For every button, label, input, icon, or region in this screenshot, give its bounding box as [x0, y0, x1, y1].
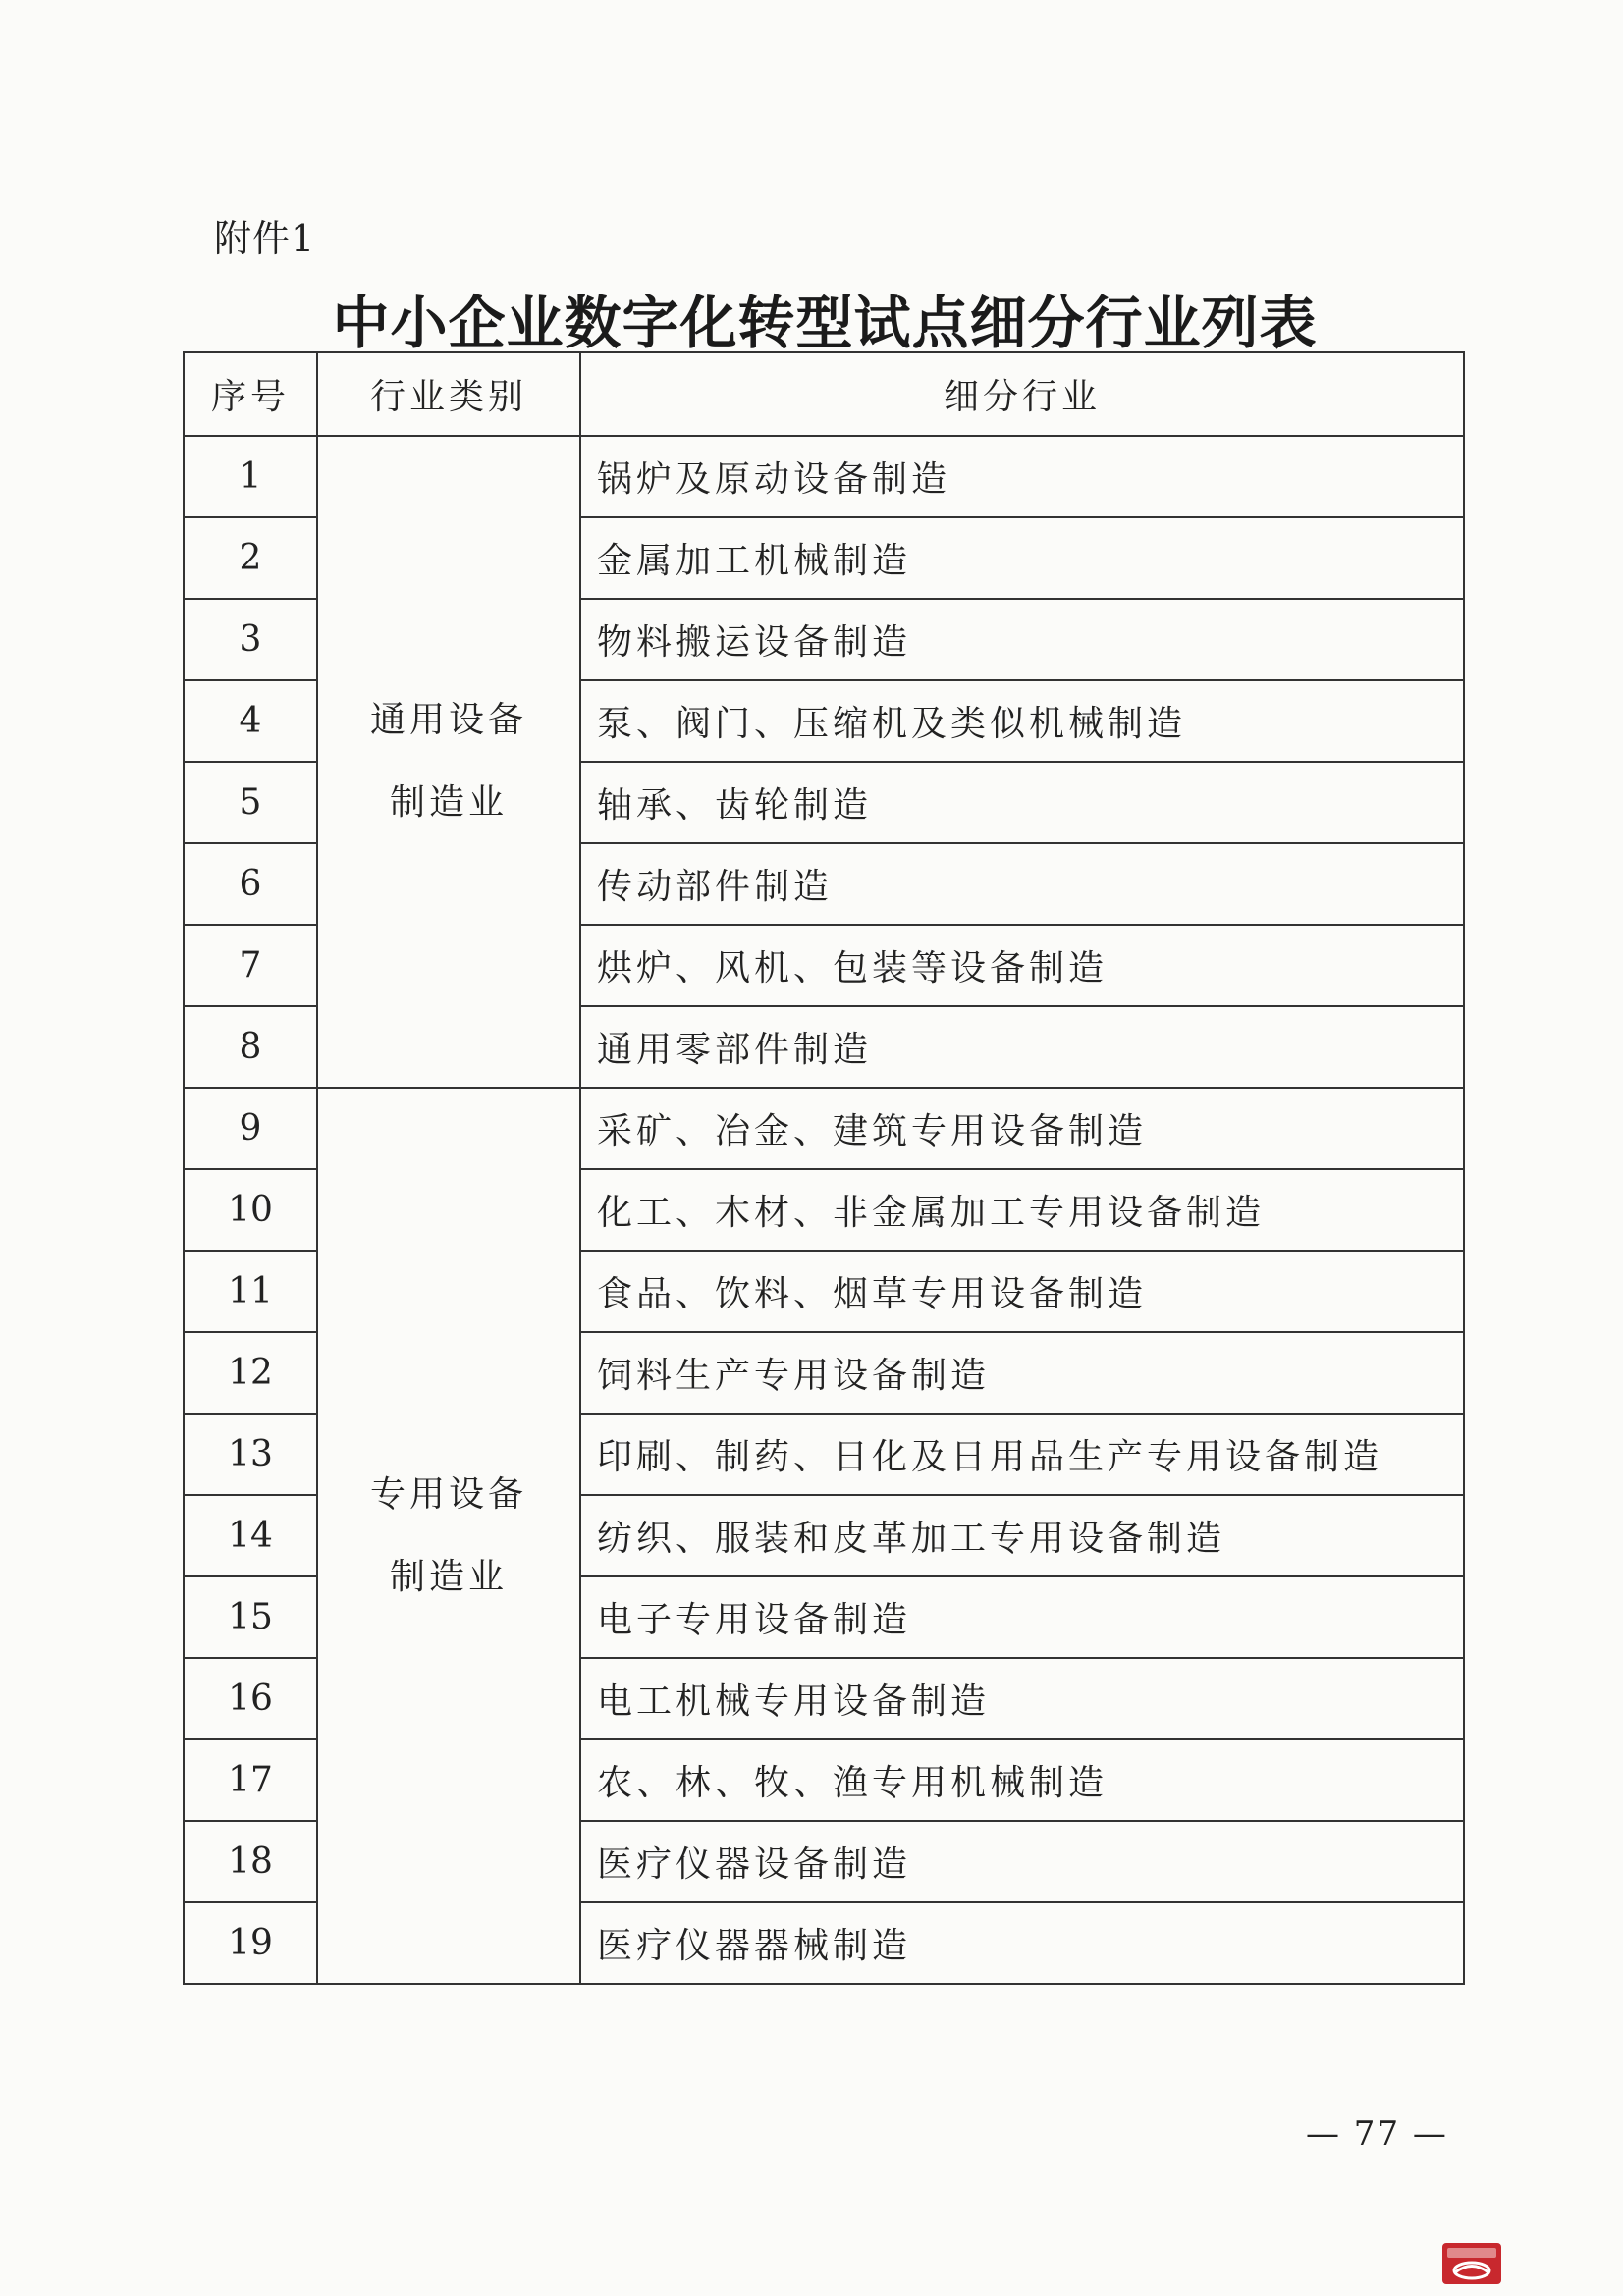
subcategory-name: 饲料生产专用设备制造	[580, 1332, 1464, 1414]
subcategory-name: 泵、阀门、压缩机及类似机械制造	[580, 680, 1464, 762]
table-row	[184, 1088, 1464, 1169]
row-number: 4	[184, 680, 317, 762]
row-number: 14	[184, 1495, 317, 1576]
category-line: 专用设备	[369, 1473, 527, 1515]
table-row	[184, 436, 1464, 517]
header-no: 序号	[184, 352, 317, 436]
row-number: 5	[184, 762, 317, 843]
row-number: 16	[184, 1658, 317, 1739]
subcategory-name: 纺织、服装和皮革加工专用设备制造	[580, 1495, 1464, 1576]
subcategory-name: 印刷、制药、日化及日用品生产专用设备制造	[580, 1414, 1464, 1495]
category-line: 制造业	[389, 1556, 508, 1597]
subcategory-name: 物料搬运设备制造	[580, 599, 1464, 680]
header-category: 行业类别	[317, 352, 580, 436]
category-line: 制造业	[389, 782, 508, 823]
subcategory-name: 医疗仪器设备制造	[580, 1821, 1464, 1902]
subcategory-name: 烘炉、风机、包装等设备制造	[580, 925, 1464, 1006]
row-number: 19	[184, 1902, 317, 1984]
row-number: 12	[184, 1332, 317, 1414]
table-header-row	[184, 352, 1464, 436]
subcategory-name: 采矿、冶金、建筑专用设备制造	[580, 1088, 1464, 1169]
industry-table	[183, 351, 1465, 1985]
header-subcategory: 细分行业	[580, 352, 1464, 436]
row-number: 8	[184, 1006, 317, 1088]
category-cell-general	[317, 436, 580, 1088]
subcategory-name: 电工机械专用设备制造	[580, 1658, 1464, 1739]
row-number: 2	[184, 517, 317, 599]
subcategory-name: 食品、饮料、烟草专用设备制造	[580, 1251, 1464, 1332]
document-title: 中小企业数字化转型试点细分行业列表	[332, 290, 1318, 356]
subcategory-name: 农、林、牧、渔专用机械制造	[580, 1739, 1464, 1821]
subcategory-name: 传动部件制造	[580, 843, 1464, 925]
category-line: 通用设备	[369, 700, 527, 740]
row-number: 10	[184, 1169, 317, 1251]
subcategory-name: 通用零部件制造	[580, 1006, 1464, 1088]
publisher-logo-icon	[1441, 2242, 1502, 2285]
subcategory-name: 锅炉及原动设备制造	[580, 436, 1464, 517]
row-number: 3	[184, 599, 317, 680]
row-number: 9	[184, 1088, 317, 1169]
row-number: 6	[184, 843, 317, 925]
subcategory-name: 金属加工机械制造	[580, 517, 1464, 599]
attachment-label: 附件1	[214, 217, 316, 260]
row-number: 18	[184, 1821, 317, 1902]
subcategory-name: 轴承、齿轮制造	[580, 762, 1464, 843]
subcategory-name: 电子专用设备制造	[580, 1576, 1464, 1658]
row-number: 11	[184, 1251, 317, 1332]
row-number: 13	[184, 1414, 317, 1495]
subcategory-name: 化工、木材、非金属加工专用设备制造	[580, 1169, 1464, 1251]
row-number: 17	[184, 1739, 317, 1821]
row-number: 7	[184, 925, 317, 1006]
category-cell-special	[317, 1088, 580, 1984]
row-number: 15	[184, 1576, 317, 1658]
subcategory-name: 医疗仪器器械制造	[580, 1902, 1464, 1984]
page-number: — 77 —	[1306, 2114, 1448, 2154]
row-number: 1	[184, 436, 317, 517]
